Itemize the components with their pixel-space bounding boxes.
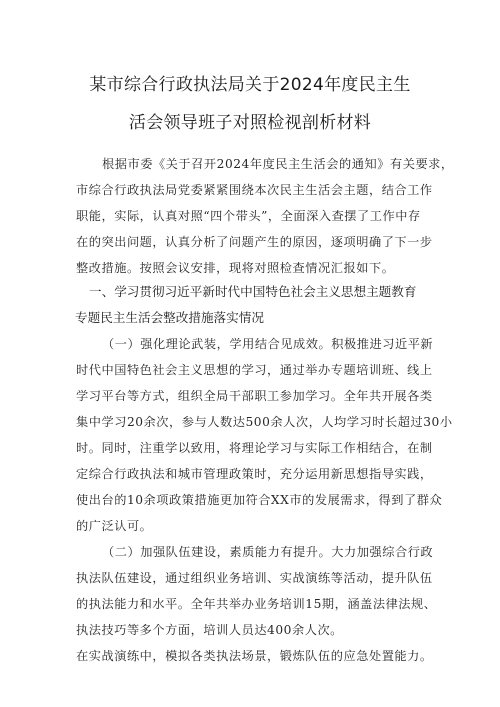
para1-line: 时代中国特色社会主义思想的学习，通过举办专题培训班、线上 — [76, 363, 433, 377]
para1-line: 时。同时，注重学以致用，将理论学习与实际工作相结合，在制 — [76, 441, 433, 455]
para1-line: 定综合行政执法和城市管理政策时，充分运用新思想指导实践， — [76, 467, 433, 481]
intro-line: 整改措施。按照会议安排，现将对照检查情况汇报如下。 — [76, 261, 395, 275]
section-heading-line1: 一、学习贯彻习近平新时代中国特色社会主义思想主题教育 — [89, 284, 417, 299]
para1-line: 的广泛认可。 — [76, 519, 153, 533]
para1-line: 学习平台等方式，组织全局干部职工参加学习。全年共开展各类 — [76, 389, 433, 403]
para1-line: 集中学习20余次，参与人数达500余人次，人均学习时长超过30小 — [76, 415, 453, 429]
para2-line: 执法队伍建设，通过组织业务培训、实战演练等活动，提升队伍 — [76, 571, 433, 585]
para2-line: 在实战演练中，模拟各类执法场景，锻炼队伍的应急处置能力。 — [76, 649, 433, 663]
document-title-line1: 某市综合行政执法局关于2024年度民主生 — [89, 75, 411, 95]
intro-line: 根据市委《关于召开2024年度民主生活会的通知》有关要求， — [102, 157, 454, 171]
intro-line: 在的突出问题，认真分析了问题产生的原因，逐项明确了下一步 — [76, 235, 433, 249]
para2-line: （二）加强队伍建设，素质能力有提升。大力加强综合行政 — [102, 545, 434, 559]
intro-line: 职能，实际，认真对照“四个带头”，全面深入查摆了工作中存 — [76, 209, 421, 223]
section-heading-line2: 专题民主生活会整改措施落实情况 — [75, 310, 264, 325]
para1-line: 使出台的10余项政策措施更加符合XX市的发展需求，得到了群众 — [76, 493, 443, 507]
para1-line: （一）强化理论武装，学用结合见成效。积极推进习近平新 — [102, 337, 434, 351]
para2-line: 执法技巧等多个方面，培训人员达400余人次。 — [76, 623, 343, 637]
para2-line: 的执法能力和水平。全年共举办业务培训15期，涵盖法律法规、 — [76, 597, 437, 611]
intro-line: 市综合行政执法局党委紧紧围绕本次民主生活会主题，结合工作 — [76, 183, 433, 197]
document-title-line2: 活会领导班子对照检视剖析材料 — [128, 113, 372, 133]
